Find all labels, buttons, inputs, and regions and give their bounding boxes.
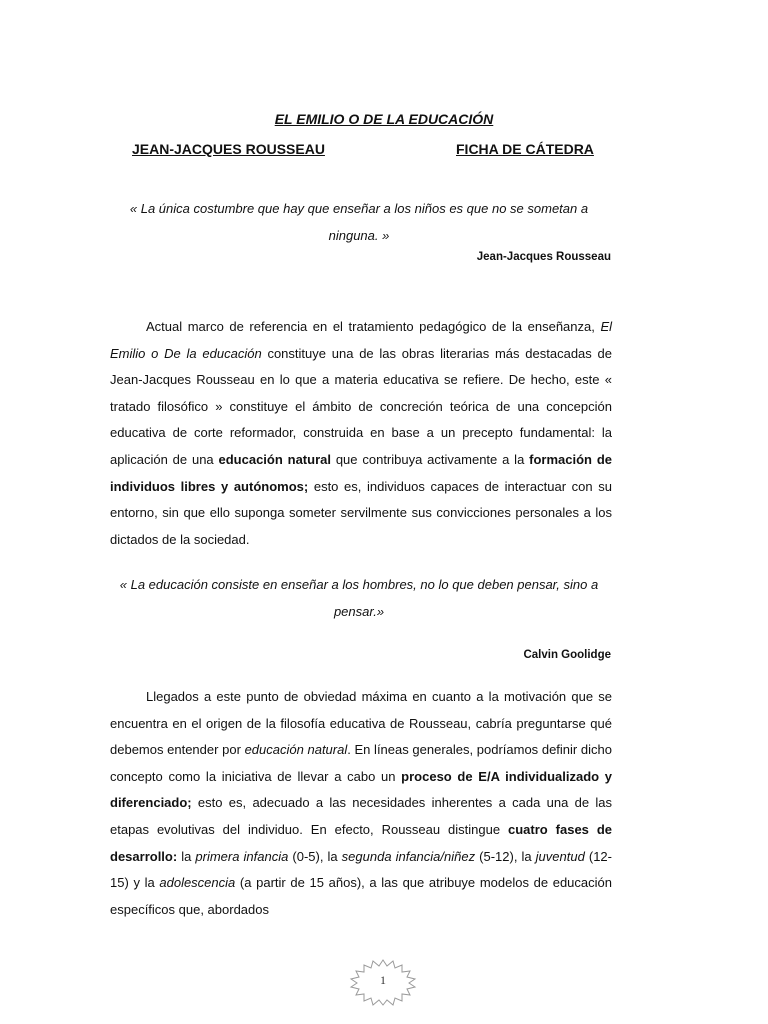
- document-title: EL EMILIO O DE LA EDUCACIÓN: [274, 111, 494, 127]
- page-number-badge: [348, 958, 418, 1006]
- para2-em: juventud: [535, 848, 585, 864]
- para1-text: Actual marco de referencia en el tratamiento pedagógico de la enseñanza,: [146, 319, 601, 334]
- second-quote-attribution: Calvin Goolidge: [523, 649, 611, 661]
- para1-bold: formación de individuos libres y autónomos;: [110, 451, 613, 494]
- para1-text: constituye una de las obras literarias más destacadas de Jean-Jacques Rousseau en lo que a materia educativa se refiere. De hecho, este « tratado filosófico » constituye el ámbito de concreción teórica de una concepción educativa de corte reformador, construida en base a un precepto fundamental: la aplicación de una: [110, 345, 613, 467]
- paragraph-1: [110, 314, 612, 553]
- page-number: 1: [380, 973, 386, 987]
- para2-em: adolescencia: [159, 875, 236, 891]
- epigraph-attribution: Jean-Jacques Rousseau: [476, 251, 611, 263]
- header-doc-type: FICHA DE CÁTEDRA: [456, 141, 594, 157]
- para2-text: esto es, adecuado a las necesidades inherentes a cada una de las etapas evolutivas del individuo. En efecto, Rousseau distingue: [110, 795, 612, 837]
- para1-text: esto es, individuos capaces de interactuar con su entorno, sin que ello suponga someter servilmente sus convicciones personales a los dictados de la sociedad.: [110, 478, 612, 547]
- epigraph-quote: « La única costumbre que hay que enseñar a los niños es que no se sometan a ninguna. »: [129, 201, 589, 243]
- header-author: JEAN-JACQUES ROUSSEAU: [132, 141, 325, 157]
- para2-em: educación natural: [244, 742, 348, 758]
- para2-text: Llegados a este punto de obviedad máxima en cuanto a la motivación que se encuentra en el origen de la filosofía educativa de Rousseau, cabría preguntarse qué debemos entender por: [110, 689, 612, 758]
- para2-em: segunda infancia/niñez: [341, 848, 476, 864]
- para1-book-title: El Emilio o De la educación: [110, 319, 612, 361]
- para2-text: (a partir de 15 años), a las que atribuye modelos de educación específicos que, abordados: [110, 875, 612, 917]
- para2-text: (0-5), la: [288, 848, 342, 864]
- second-quote: « La educación consiste en enseñar a los hombres, no lo que deben pensar, sino a pensar.»: [119, 577, 599, 619]
- para2-text: (5-12), la: [475, 848, 536, 864]
- paragraph-2: [110, 684, 612, 923]
- para1-bold: educación natural: [218, 451, 331, 467]
- para2-bold: proceso de E/A individualizado y diferenciado;: [110, 768, 612, 811]
- para2-bold: cuatro fases de desarrollo:: [110, 821, 612, 864]
- para2-em: primera infancia: [195, 848, 289, 864]
- para1-text: que contribuya activamente a la: [330, 451, 530, 467]
- para2-text: . En líneas generales, podríamos definir dicho concepto como la iniciativa de llevar a cabo un: [110, 742, 612, 784]
- para2-text: (12-15) y la: [110, 848, 612, 891]
- para2-text: la: [177, 848, 196, 864]
